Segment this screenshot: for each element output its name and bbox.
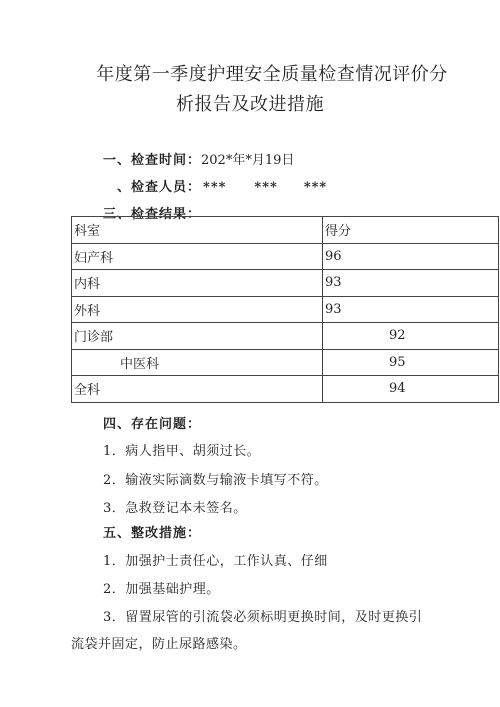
table-row <box>72 323 499 350</box>
cell-dept: 外科 <box>72 296 323 323</box>
table-row <box>72 243 499 270</box>
inspector-name: *** <box>254 180 278 195</box>
cell-dept: 妇产科 <box>72 243 323 270</box>
table-row <box>72 296 499 323</box>
measure-item: 2．加强基础护理。 <box>103 582 220 597</box>
inspection-time-value: 202*年*月19日 <box>201 153 295 168</box>
results-heading: 三、检查结果： <box>103 207 202 222</box>
cell-score: 93 <box>323 270 499 297</box>
measure-item: 1．加强护士责任心，工作认真、仔细 <box>103 554 328 569</box>
problems-heading: 四、存在问题： <box>103 417 202 432</box>
document-title-line-2: 析报告及改进措施 <box>176 94 324 115</box>
cell-score: 94 <box>323 376 499 403</box>
cell-score: 92 <box>323 323 499 350</box>
inspector-name: *** <box>303 180 328 195</box>
cell-dept: 门诊部 <box>72 323 323 350</box>
cell-dept: 内科 <box>72 270 323 297</box>
header-dept: 科室 <box>72 217 323 244</box>
table-row <box>72 376 499 403</box>
document-title-line-1: 年度第一季度护理安全质量检查情况评价分 <box>96 64 448 85</box>
cell-dept: 中医科 <box>72 349 323 376</box>
problem-item: 1．病人指甲、胡须过长。 <box>103 444 261 459</box>
cell-score: 93 <box>323 296 499 323</box>
inspectors <box>117 176 327 195</box>
header-score: 得分 <box>323 217 499 244</box>
problem-item: 3．急救登记本未签名。 <box>103 501 247 516</box>
measures-heading: 五、整改措施： <box>103 526 202 541</box>
cell-score: 96 <box>323 243 499 270</box>
results-table <box>71 216 499 403</box>
measure-item: 3．留置尿管的引流袋必须标明更换时间，及时更换引 <box>103 610 423 625</box>
table-row <box>72 270 499 297</box>
inspector-name: *** <box>203 180 227 195</box>
measure-item: 流袋并固定，防止尿路感染。 <box>71 637 247 652</box>
inspection-time-label: 一、检查时间： <box>103 153 202 168</box>
table-row <box>72 349 499 376</box>
inspectors-label: 、检查人员： <box>117 180 202 195</box>
inspection-time <box>103 149 294 168</box>
cell-score: 95 <box>323 349 499 376</box>
cell-dept: 全科 <box>72 376 323 403</box>
problem-item: 2．输液实际滴数与输液卡填写不符。 <box>103 473 328 488</box>
table-header-row <box>72 217 499 244</box>
